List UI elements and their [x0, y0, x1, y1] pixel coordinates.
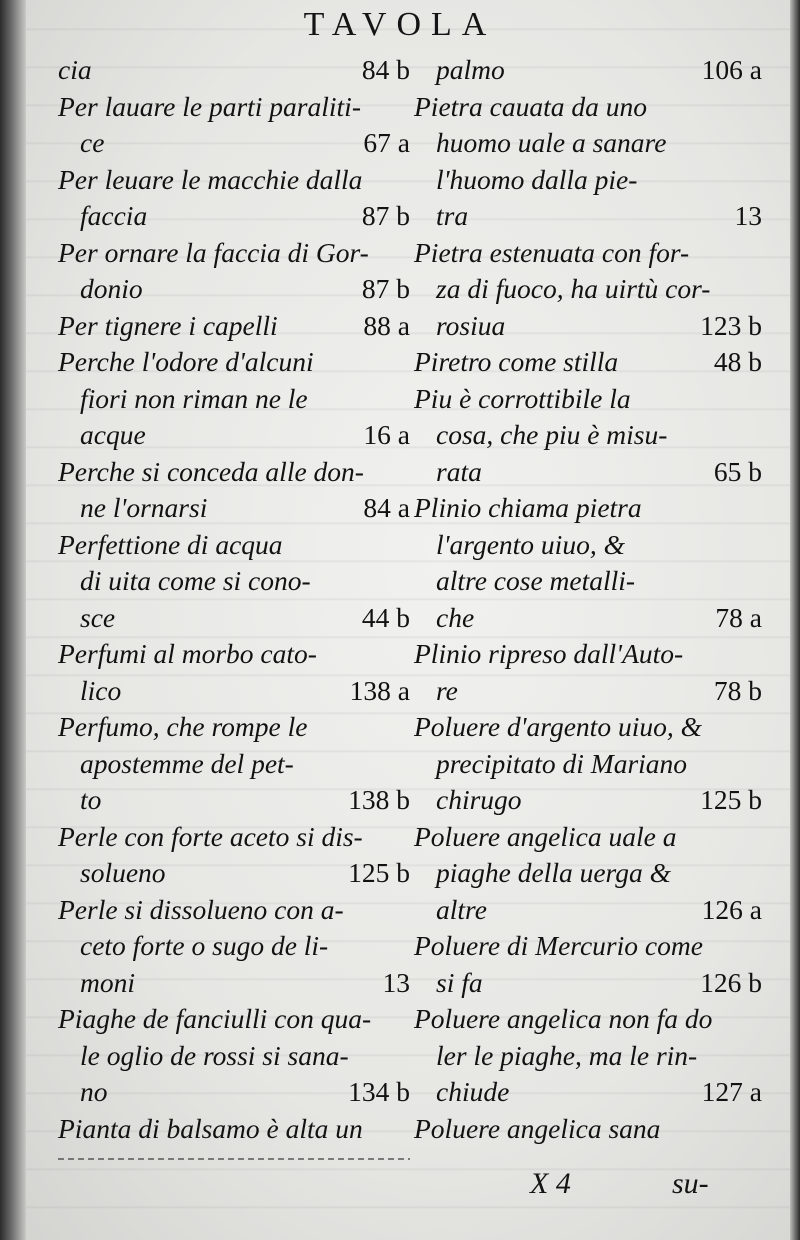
index-entry-line [58, 1111, 410, 1148]
index-entry-line [58, 235, 410, 272]
entry-text: to [80, 784, 102, 815]
catchword: su- [672, 1167, 709, 1200]
index-entry-line [414, 417, 762, 454]
entry-text: Poluere angelica sana [414, 1112, 661, 1144]
entry-text: le oglio de rossi si sana- [80, 1039, 349, 1071]
entry-text: Perle si dissoluenο con a- [58, 893, 344, 925]
index-entry-line [58, 52, 410, 89]
entry-page-ref: 126 b [700, 966, 762, 998]
entry-page-ref: 106 a [701, 54, 762, 85]
entry-text: rosiua [436, 309, 506, 341]
index-entry-line [414, 782, 762, 819]
entry-text: rata [436, 455, 482, 487]
index-entry-line [414, 928, 762, 965]
entry-page-ref: 65 b [713, 455, 762, 487]
entry-text: precipitato di Mariano [436, 747, 688, 779]
index-entry-line [414, 344, 762, 381]
index-entry-line [414, 125, 762, 162]
signature-mark: X 4 [530, 1167, 571, 1200]
index-entry-line [58, 271, 410, 308]
entry-text: Pietra estenuata con for- [414, 236, 690, 268]
index-entry-line [414, 819, 762, 856]
index-entry-line [414, 527, 762, 564]
entry-text: chirugo [436, 784, 522, 815]
index-entry-line [58, 162, 410, 199]
entry-text: Pianta di balsamo è alta un [58, 1112, 363, 1144]
entry-text: Piretro come stilla [414, 346, 619, 377]
entry-text: Piaghe de fanciulli con qua- [58, 1003, 372, 1034]
entry-text: soluenο [80, 857, 166, 888]
entry-text: l'huomo dalla pie- [436, 163, 638, 195]
entry-page-ref: 138 a [349, 674, 410, 706]
entry-text: Perche si conceda alle don- [58, 455, 364, 487]
entry-text: Perfettione di acqua [58, 528, 283, 560]
entry-page-ref: 16 a [363, 419, 410, 450]
entry-text: chiude [436, 1076, 510, 1107]
index-entry-line [58, 381, 410, 418]
index-entry-line [58, 1001, 410, 1038]
entry-text: re [436, 674, 458, 706]
entry-text: Poluere di Mercurio come [414, 930, 703, 961]
entry-text: altre [436, 893, 487, 925]
entry-text: fiori non riman ne le [80, 382, 308, 414]
entry-text: cia [58, 54, 92, 85]
index-entry-line [58, 709, 410, 746]
index-entry-line [414, 563, 762, 600]
index-entry-line [58, 308, 410, 345]
entry-page-ref: 78 a [715, 601, 762, 633]
entry-text: Piu è corrottibile la [414, 382, 631, 414]
entry-text: donio [80, 273, 143, 304]
entry-page-ref: 138 b [348, 784, 410, 815]
entry-text: altre cose metalli- [436, 565, 636, 596]
entry-text: Per tignere i capelli [58, 309, 278, 341]
index-entry-line [414, 308, 762, 345]
running-header: TAVOLA [303, 6, 497, 43]
index-entry-line [58, 527, 410, 564]
entry-text: Poluere angelica uale a [414, 820, 677, 852]
entry-page-ref: 44 b [361, 601, 410, 633]
entry-text: piaghe della uerga & [436, 857, 671, 888]
entry-text: Poluere d'argento uiuo, & [414, 711, 702, 742]
entry-page-ref: 123 b [700, 309, 762, 341]
index-entry-line [58, 490, 410, 527]
entry-text: faccia [80, 200, 148, 231]
index-entry-line [58, 198, 410, 235]
index-entry-line [58, 344, 410, 381]
index-entry-line [58, 965, 410, 1002]
index-entry-line [414, 490, 762, 527]
entry-text: moni [80, 966, 135, 998]
index-entry-line [58, 417, 410, 454]
index-entry-line [414, 1001, 762, 1038]
index-entry-line [58, 855, 410, 892]
page-left-edge-shadow [0, 0, 26, 1240]
entry-text: apostemme del pet- [80, 747, 294, 779]
entry-text: si fa [436, 966, 483, 998]
index-entry-line [414, 381, 762, 418]
entry-page-ref: 125 b [348, 857, 410, 888]
entry-page-ref: 127 a [701, 1076, 762, 1107]
index-entry-line [414, 600, 762, 637]
index-entry-line [58, 782, 410, 819]
entry-text: za di fuoco, ha uirtù cor- [436, 273, 711, 304]
index-entry-line [58, 819, 410, 856]
entry-text: lico [80, 674, 122, 706]
entry-text: Perche l'odore d'alcuni [58, 346, 314, 377]
index-entry-line [58, 673, 410, 710]
index-entry-line [414, 746, 762, 783]
index-entry-line [58, 563, 410, 600]
index-entry-line [58, 125, 410, 162]
index-entry-line [414, 454, 762, 491]
entry-page-ref: 88 a [363, 309, 410, 341]
entry-text: acque [80, 419, 146, 450]
entry-page-ref: 78 b [713, 674, 762, 706]
entry-page-ref: 48 b [713, 346, 762, 377]
entry-page-ref: 87 b [361, 273, 410, 304]
entry-text: ler le piaghe, ma le rin- [436, 1039, 698, 1071]
entry-text: Perle con forte aceto si dis- [58, 820, 363, 852]
entry-page-ref: 67 a [363, 127, 410, 158]
index-entry-line [58, 600, 410, 637]
index-entry-line [414, 52, 762, 89]
entry-text: Per leuare le macchie dalla [58, 163, 363, 195]
entry-text: Perfumi al morbo cato- [58, 638, 317, 669]
entry-text: che [436, 601, 475, 633]
index-column-left [58, 52, 410, 1147]
entry-text: ce [80, 127, 105, 158]
entry-text: sce [80, 601, 116, 633]
index-entry-line [414, 855, 762, 892]
entry-text: ceto forte o sugo de li- [80, 930, 329, 961]
entry-text: l'argento uiuo, & [436, 528, 625, 560]
entry-text: no [80, 1076, 108, 1107]
index-entry-line [414, 892, 762, 929]
entry-page-ref: 13 [734, 200, 762, 231]
index-entry-line [414, 162, 762, 199]
index-entry-line [414, 271, 762, 308]
entry-text: tra [436, 200, 469, 231]
entry-text: cosa, che piu è misu- [436, 419, 668, 450]
index-entry-line [58, 1038, 410, 1075]
entry-text: Per ornare la faccia di Gor- [58, 236, 369, 268]
index-entry-line [58, 892, 410, 929]
entry-text: di uita come si cono- [80, 565, 311, 596]
index-entry-line [414, 965, 762, 1002]
index-entry-line [414, 673, 762, 710]
last-line-underline [58, 1158, 410, 1160]
index-entry-line [414, 709, 762, 746]
entry-text: Plinio chiama pietra [414, 492, 642, 523]
index-entry-line [414, 1074, 762, 1111]
index-column-right [414, 52, 762, 1147]
index-entry-line [414, 636, 762, 673]
entry-text: Pietra cauata da uno [414, 90, 647, 122]
entry-text: palmo [436, 54, 505, 85]
index-entry-line [58, 89, 410, 126]
index-entry-line [414, 198, 762, 235]
entry-page-ref: 126 a [701, 893, 762, 925]
entry-text: huomo uale a sanare [436, 127, 667, 158]
entry-page-ref: 13 [382, 966, 410, 998]
entry-text: Poluere angelica non fa do [414, 1003, 713, 1034]
entry-page-ref: 84 a [363, 492, 410, 523]
entry-text: Perfumo, che rompe le [58, 711, 308, 742]
index-entry-line [58, 746, 410, 783]
page-right-edge-shadow [790, 0, 800, 1240]
index-entry-line [58, 636, 410, 673]
index-entry-line [58, 928, 410, 965]
index-entry-line [414, 1111, 762, 1148]
entry-page-ref: 125 b [700, 784, 762, 815]
entry-page-ref: 134 b [348, 1076, 410, 1107]
page-footer [0, 1163, 800, 1213]
entry-page-ref: 87 b [361, 200, 410, 231]
index-entry-line [414, 235, 762, 272]
index-entry-line [58, 454, 410, 491]
entry-text: Per lauare le parti paraliti- [58, 90, 361, 122]
entry-page-ref: 84 b [361, 54, 410, 85]
entry-text: Plinio ripreso dall'Auto- [414, 638, 684, 669]
entry-text: ne l'ornarsi [80, 492, 208, 523]
index-entry-line [414, 89, 762, 126]
index-entry-line [414, 1038, 762, 1075]
index-entry-line [58, 1074, 410, 1111]
